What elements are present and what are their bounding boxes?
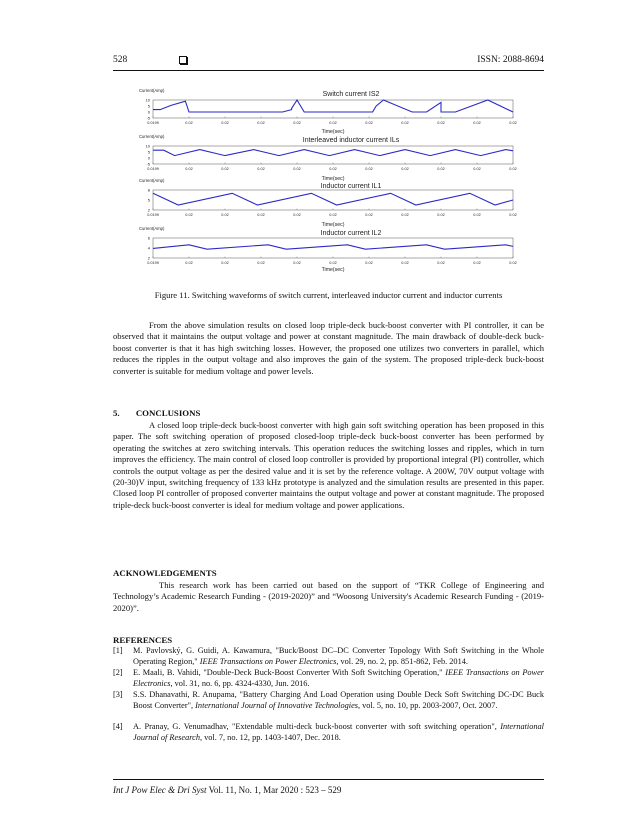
y-tick-label: 5 <box>147 103 150 109</box>
x-tick-label: 0.02 <box>185 213 193 217</box>
reference-text-end: , vol. 7, no. 12, pp. 1403-1407, Dec. 2018. <box>199 732 341 742</box>
acknowledgements-heading: ACKNOWLEDGEMENTS <box>113 568 217 578</box>
checkbox-square-icon <box>179 56 187 64</box>
reference-text-end: , vol. 31, no. 6, pp. 4324-4330, Jun. 2016. <box>170 678 310 688</box>
x-tick-label: 0.02 <box>221 261 229 265</box>
y-tick-label: -5 <box>146 115 150 121</box>
section-number: 5. <box>113 408 120 418</box>
x-tick-label: 0.02 <box>509 213 517 217</box>
reference-text: A. Pranay, G. Venumadhav, "Extendable multi-deck buck-boost converter with soft switching operation", <box>133 722 501 731</box>
x-tick-label: 0.02 <box>437 213 445 217</box>
plot-frame <box>153 100 513 118</box>
reference-text: S.S. Dhanavathi, R. Anupama, "Battery Charging And Load Operation using Double Deck Soft Switching DC-DC Buck Boost Converter", <box>133 690 544 710</box>
figure-11 <box>113 78 544 278</box>
x-tick-label: 0.02 <box>221 213 229 217</box>
series-line <box>153 150 513 156</box>
x-tick-label: 0.02 <box>401 261 409 265</box>
waveform-charts <box>113 78 544 278</box>
x-tick-label: 0.02 <box>293 261 301 265</box>
x-tick-label: 0.02 <box>473 213 481 217</box>
y-tick-label: 5 <box>147 149 150 155</box>
reference-item <box>113 646 544 667</box>
y-tick-label: 5 <box>147 197 150 203</box>
y-tick-label: 2 <box>147 207 150 213</box>
y-tick-label: 4 <box>147 245 150 251</box>
x-tick-label: 0.02 <box>473 121 481 125</box>
x-tick-label: 0.02 <box>437 167 445 171</box>
x-tick-label: 0.02 <box>401 213 409 217</box>
reference-item <box>113 690 544 711</box>
y-tick-label: 10 <box>145 143 150 149</box>
x-tick-label: 0.02 <box>185 167 193 171</box>
page-number: 528 <box>113 55 128 65</box>
reference-number: [3] <box>113 690 123 699</box>
reference-text-end: , vol. 29, no. 2, pp. 851-862, Feb. 2014. <box>336 656 468 666</box>
x-axis-label: Time(sec) <box>321 129 345 135</box>
references-heading: REFERENCES <box>113 635 173 645</box>
y-tick-label: 10 <box>145 97 150 103</box>
x-tick-label: 0.02 <box>257 213 265 217</box>
reference-journal: International Journal of Research <box>133 722 544 742</box>
reference-journal: International Journal of Innovative Technologies <box>195 700 358 710</box>
y-tick-label: 6 <box>147 235 150 241</box>
x-tick-label: 0.02 <box>257 167 265 171</box>
conclusions-paragraph: A closed loop triple-deck buck-boost converter with high gain soft switching operation has been proposed in this paper. The soft switching operation of proposed closed-loop triple-deck buck-boost converter has been performed by operating the switches at zero switching intervals. This operation reduces the switching losses and ripples, which in turn improves the efficiency. The main control of closed loop controller is provided by proportional integral (PI) controller, which controls the output voltage as per the desired value and it is set by the reference voltage. A 200W, 70V output voltage with (20-30)V input, switching frequency of 133 kHz prototype is analyzed and the simulation results are presented in this paper. Closed loop PI controller of proposed converter maintains the output voltage and power at constant magnitude. The proposed triple-deck buck-boost converter is ideal for medium voltage and power applications. <box>113 420 544 510</box>
x-axis-label: Time(sec) <box>321 267 345 273</box>
y-tick-label: -5 <box>146 161 150 167</box>
issn: ISSN: 2088-8694 <box>477 55 544 65</box>
chart-title: Switch current IS2 <box>322 91 380 98</box>
x-tick-label: 0.02 <box>221 167 229 171</box>
x-tick-label: 0.02 <box>329 167 337 171</box>
page-header <box>113 55 544 71</box>
x-tick-label: 0.02 <box>401 121 409 125</box>
reference-text: M. Pavlovský, G. Guidi, A. Kawamura, "Buck/Boost DC–DC Converter Topology With Soft Switching in the Whole Operating Region," <box>133 646 544 666</box>
x-tick-label: 0.02 <box>221 121 229 125</box>
x-tick-label: 0.02 <box>185 121 193 125</box>
reference-number: [1] <box>113 646 123 655</box>
footer-details: Vol. 11, No. 1, Mar 2020 : 523 – 529 <box>206 785 342 795</box>
reference-item <box>113 722 544 743</box>
x-tick-label: 0.02 <box>365 261 373 265</box>
discussion-paragraph: From the above simulation results on closed loop triple-deck buck-boost converter with PI controller, it can be observed that it maintains the output voltage and power at constant magnitude. The main drawback of double-deck buck-boost converter is that it has high switching losses. However, the proposed one utilizes two converters in parallel, which reduces the ripples in the output voltage and also improves the gain of the system. The proposed triple-deck buck-boost converter is suitable for medium voltage and power levels. <box>113 320 544 376</box>
x-tick-label: 0.0199 <box>147 261 159 265</box>
x-tick-label: 0.02 <box>329 213 337 217</box>
reference-journal: IEEE Transactions on Power Electronics <box>199 656 337 666</box>
x-tick-label: 0.02 <box>509 261 517 265</box>
y-tick-label: 0 <box>147 155 150 161</box>
y-axis-label: Current(Amp) <box>139 226 165 231</box>
x-tick-label: 0.02 <box>365 121 373 125</box>
x-tick-label: 0.02 <box>293 121 301 125</box>
x-tick-label: 0.02 <box>293 213 301 217</box>
x-tick-label: 0.0199 <box>147 213 159 217</box>
y-tick-label: 2 <box>147 255 150 261</box>
x-tick-label: 0.02 <box>365 213 373 217</box>
y-axis-label: Current(Amp) <box>139 134 165 139</box>
footer-journal: Int J Pow Elec & Dri Syst <box>113 785 207 795</box>
y-axis-label: Current(Amp) <box>139 178 165 183</box>
x-tick-label: 0.02 <box>257 261 265 265</box>
x-tick-label: 0.02 <box>185 261 193 265</box>
y-tick-label: 8 <box>147 187 150 193</box>
section-title: CONCLUSIONS <box>135 408 201 418</box>
section-heading-conclusions <box>113 408 200 418</box>
x-tick-label: 0.02 <box>401 167 409 171</box>
figure-caption: Figure 11. Switching waveforms of switch current, interleaved inductor current and inductor currents <box>154 290 503 300</box>
x-tick-label: 0.02 <box>509 167 517 171</box>
x-tick-label: 0.02 <box>329 121 337 125</box>
x-tick-label: 0.02 <box>329 261 337 265</box>
y-axis-label: Current(Amp) <box>139 88 165 93</box>
series-line <box>153 245 513 249</box>
x-tick-label: 0.02 <box>437 261 445 265</box>
x-tick-label: 0.02 <box>437 121 445 125</box>
header-rule <box>113 70 544 71</box>
x-tick-label: 0.02 <box>473 261 481 265</box>
chart-title: Interleaved inductor current ILs <box>302 137 400 144</box>
x-tick-label: 0.02 <box>365 167 373 171</box>
reference-number: [4] <box>113 722 123 731</box>
x-tick-label: 0.02 <box>509 121 517 125</box>
x-axis-label: Time(sec) <box>321 222 345 228</box>
reference-item <box>113 668 544 689</box>
reference-text: E. Maali, B. Vahidi, "Double-Deck Buck-Boost Converter With Soft Switching Operation," <box>133 668 446 677</box>
series-line <box>153 100 513 112</box>
page-footer <box>113 785 341 795</box>
x-tick-label: 0.02 <box>473 167 481 171</box>
plot-frame <box>153 190 513 210</box>
acknowledgements-paragraph: This research work has been carried out based on the support of “TKR College of Engineering and Technology’s Academic Research Funding - (2019-2020)” and “Woosong University's Academic Research Funding - (2019-2020)”. <box>113 580 544 613</box>
x-tick-label: 0.02 <box>293 167 301 171</box>
x-axis-label: Time(sec) <box>321 176 345 182</box>
footer-rule <box>113 779 544 780</box>
reference-text-end: , vol. 5, no. 10, pp. 2003-2007, Oct. 2007. <box>358 700 498 710</box>
series-line <box>153 193 513 205</box>
y-tick-label: 0 <box>147 109 150 115</box>
x-tick-label: 0.0199 <box>147 121 159 125</box>
reference-journal: IEEE Transactions on Power Electronics <box>133 668 545 688</box>
chart-title: Inductor current IL2 <box>320 230 382 237</box>
x-tick-label: 0.02 <box>257 121 265 125</box>
x-tick-label: 0.0199 <box>147 167 159 171</box>
reference-number: [2] <box>113 668 123 677</box>
chart-title: Inductor current IL1 <box>320 183 382 190</box>
